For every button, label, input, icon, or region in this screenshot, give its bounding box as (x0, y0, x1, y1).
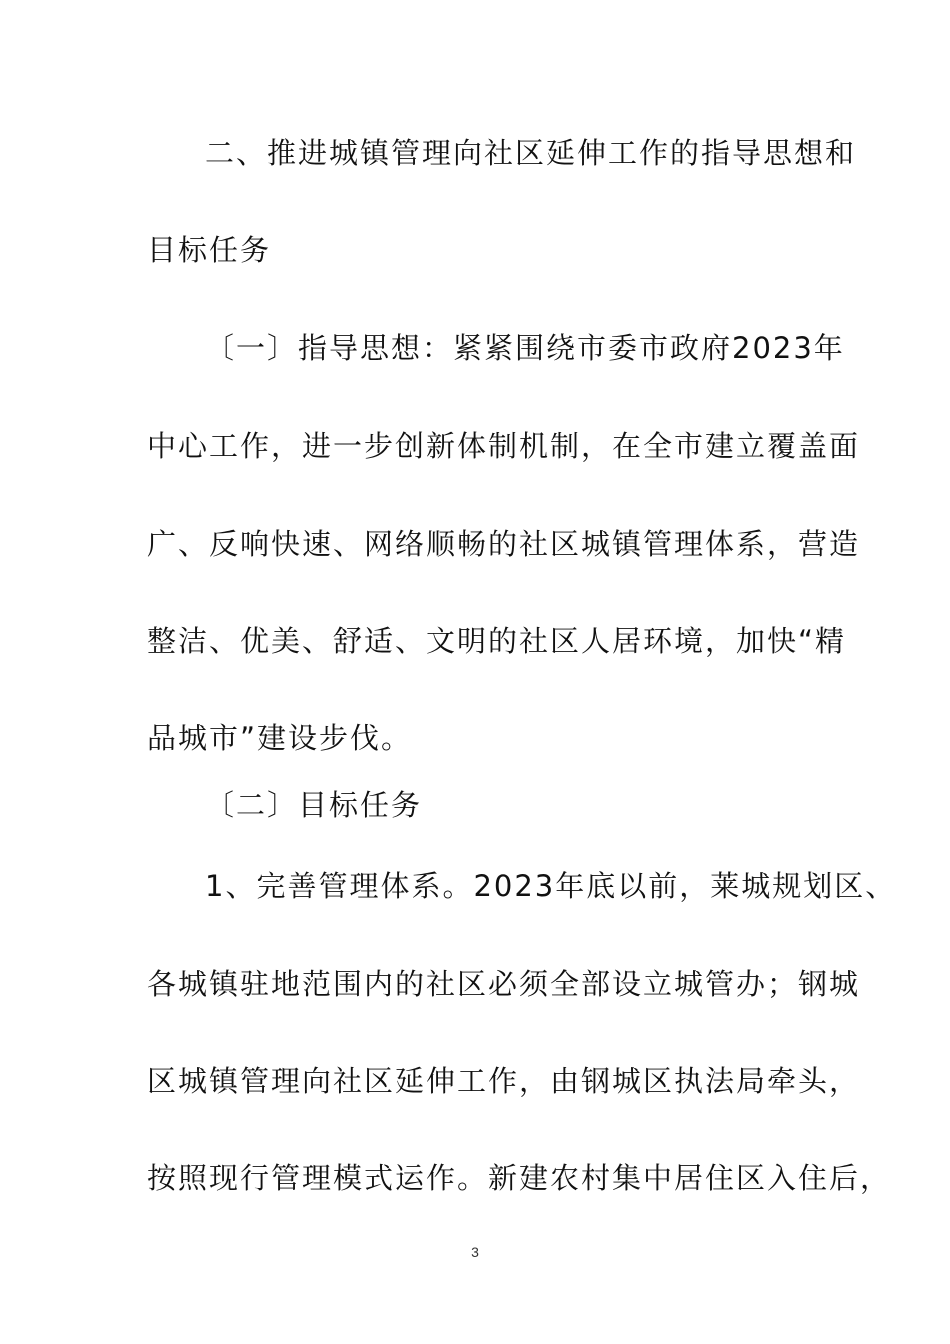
paragraph-system-line-1: 1、完善管理体系。2023年底以前，莱城规划区、 (205, 869, 897, 903)
section-heading-line-2: 目标任务 (147, 233, 272, 267)
paragraph-system-line-2: 各城镇驻地范围内的社区必须全部设立城管办；钢城 (147, 967, 861, 1001)
paragraph-system-line-4: 按照现行管理模式运作。新建农村集中居住区入住后， (147, 1161, 892, 1195)
page-number: 3 (471, 1244, 479, 1260)
paragraph-system-line-3: 区城镇管理向社区延伸工作，由钢城区执法局牵头， (147, 1064, 861, 1098)
section-heading-line-1: 二、推进城镇管理向社区延伸工作的指导思想和 (205, 136, 857, 170)
subheading-targets: 〔二〕目标任务 (205, 788, 423, 822)
paragraph-guiding-line-4: 整洁、优美、舒适、文明的社区人居环境，加快“精 (147, 624, 847, 658)
paragraph-guiding-line-5: 品城市”建设步伐。 (147, 721, 413, 755)
paragraph-guiding-line-3: 广、反响快速、网络顺畅的社区城镇管理体系，营造 (147, 527, 861, 561)
paragraph-guiding-line-2: 中心工作，进一步创新体制机制，在全市建立覆盖面 (147, 429, 861, 463)
paragraph-guiding-line-1: 〔一〕指导思想：紧紧围绕市委市政府2023年 (205, 331, 845, 365)
